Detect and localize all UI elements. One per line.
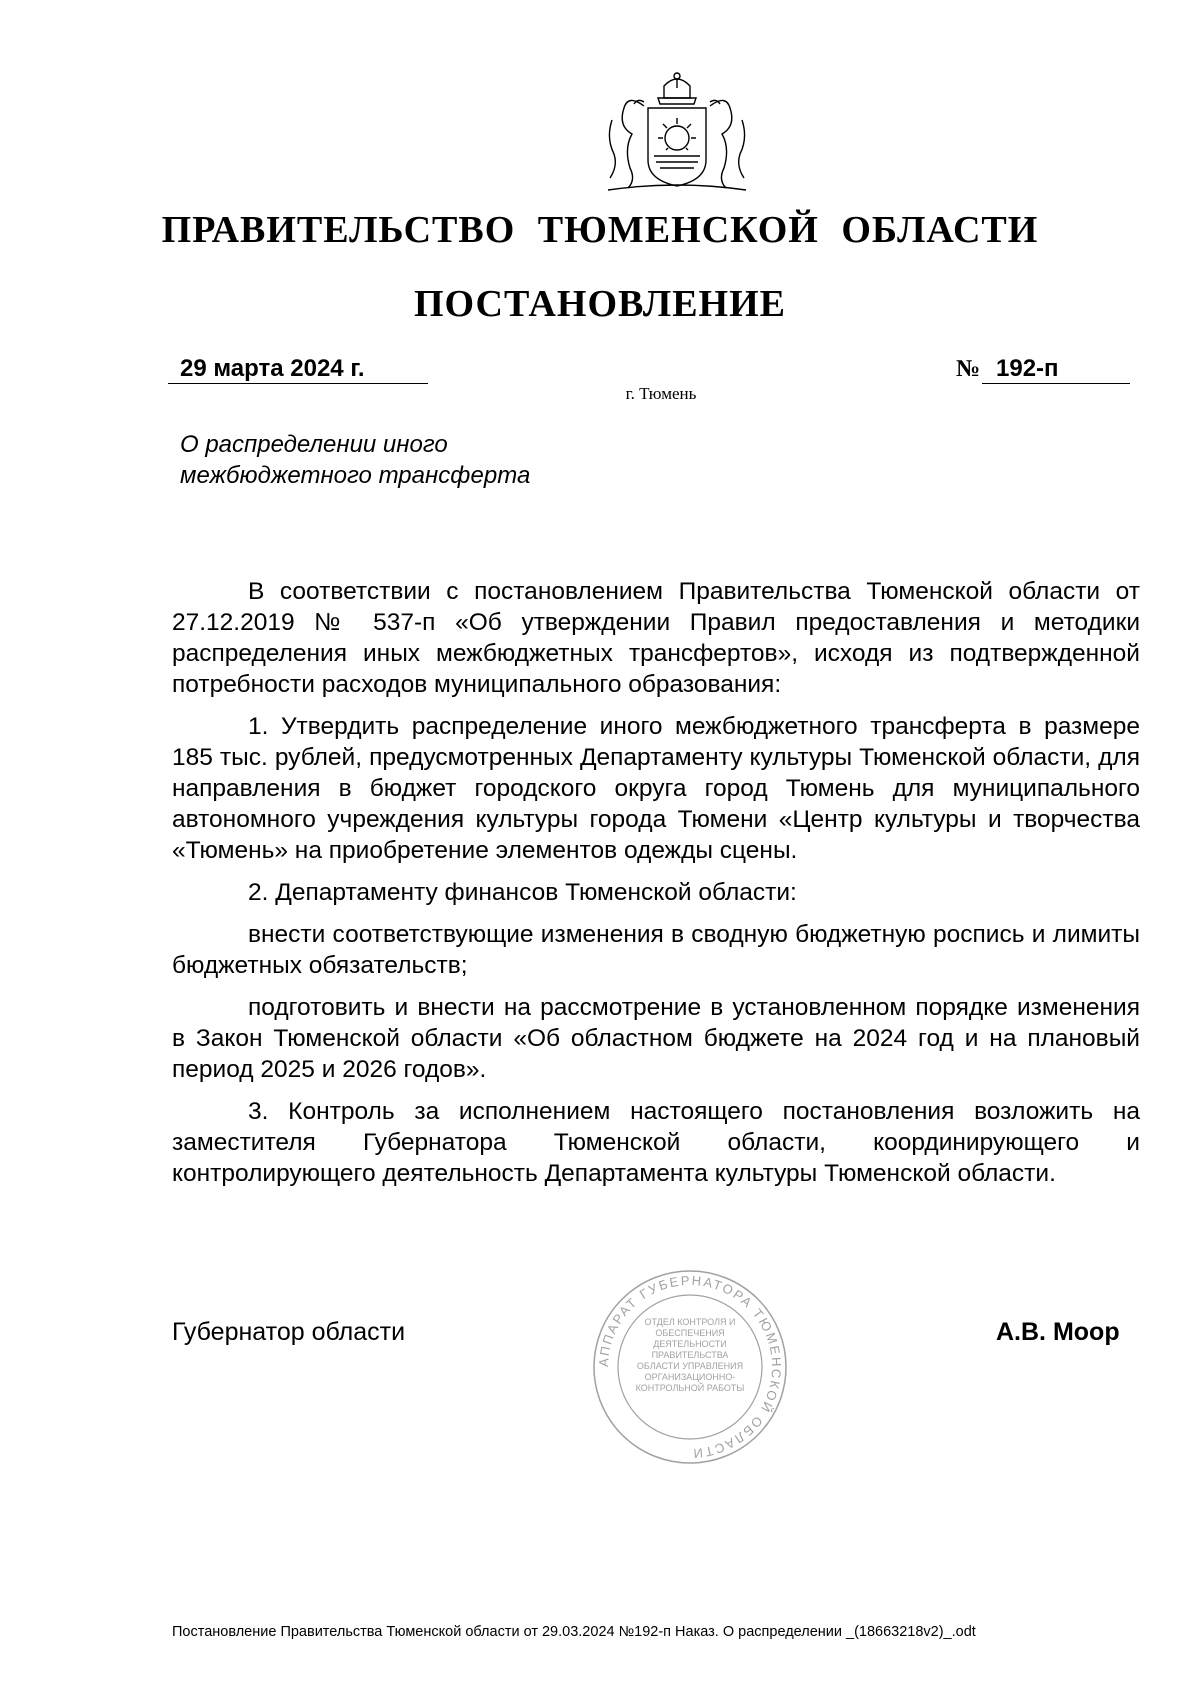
official-seal-icon	[590, 1267, 790, 1467]
seal-inner-text: ОТДЕЛ КОНТРОЛЯ И ОБЕСПЕЧЕНИЯ ДЕЯТЕЛЬНОСТИ ПРАВИТЕЛЬСТВА ОБЛАСТИ УПРАВЛЕНИЯ ОРГАНИЗАЦИОННО-КОНТРОЛЬНОЙ РАБОТЫ	[635, 1317, 745, 1393]
document-date: 29 марта 2024 г.	[168, 354, 428, 384]
signer-name: А.В. Моор	[996, 1318, 1120, 1346]
subject-line-1: О распределении иного	[180, 431, 448, 458]
coat-of-arms-icon	[588, 68, 766, 194]
document-subject	[180, 429, 640, 491]
seal-ring-text: АППАРАТ ГУБЕРНАТОРА ТЮМЕНСКОЙ ОБЛАСТИ	[595, 1272, 785, 1462]
footer-file-info: Постановление Правительства Тюменской области от 29.03.2024 №192-п Наказ. О распределении _(18663218v2)_.odt	[172, 1624, 976, 1640]
number-label: №	[956, 356, 981, 382]
signer-title: Губернатор области	[172, 1318, 406, 1346]
government-title: ПРАВИТЕЛЬСТВО ТЮМЕНСКОЙ ОБЛАСТИ	[161, 209, 1039, 251]
document-type: ПОСТАНОВЛЕНИЕ	[413, 283, 787, 325]
document-body	[172, 576, 1140, 1200]
city-name: г. Тюмень	[625, 384, 697, 403]
paragraph-item-2: 2. Департаменту финансов Тюменской области:	[248, 879, 797, 906]
paragraph-item-2-b: подготовить и внести на рассмотрение в установленном порядке изменения в Закон Тюменской области «Об областном бюджете на 2024 год и на плановый период 2025 и 2026 годов».	[172, 994, 1140, 1083]
document-number: 192-п	[982, 354, 1130, 384]
subject-line-2: межбюджетного трансферта	[180, 462, 531, 489]
paragraph-item-2-a: внести соответствующие изменения в сводную бюджетную роспись и лимиты бюджетных обязательств;	[172, 921, 1140, 979]
paragraph-item-3: 3. Контроль за исполнением настоящего постановления возложить на заместителя Губернатора Тюменской области, координирующего и контролирующего деятельность Департамента культуры Тюменской области.	[172, 1098, 1140, 1187]
paragraph-preamble: В соответствии с постановлением Правительства Тюменской области от 27.12.2019 № 537-п «Об утверждении Правил предоставления и методики распределения иных межбюджетных трансфертов», исходя из подтвержденной потребности расходов муниципального образования:	[172, 578, 1140, 698]
paragraph-item-1: 1. Утвердить распределение иного межбюджетного трансферта в размере 185 тыс. рублей, предусмотренных Департаменту культуры Тюменской области, для направления в бюджет городского округа город Тюмень для муниципального автономного учреждения культуры города Тюмени «Центр культуры и творчества «Тюмень» на приобретение элементов одежды сцены.	[172, 713, 1140, 864]
